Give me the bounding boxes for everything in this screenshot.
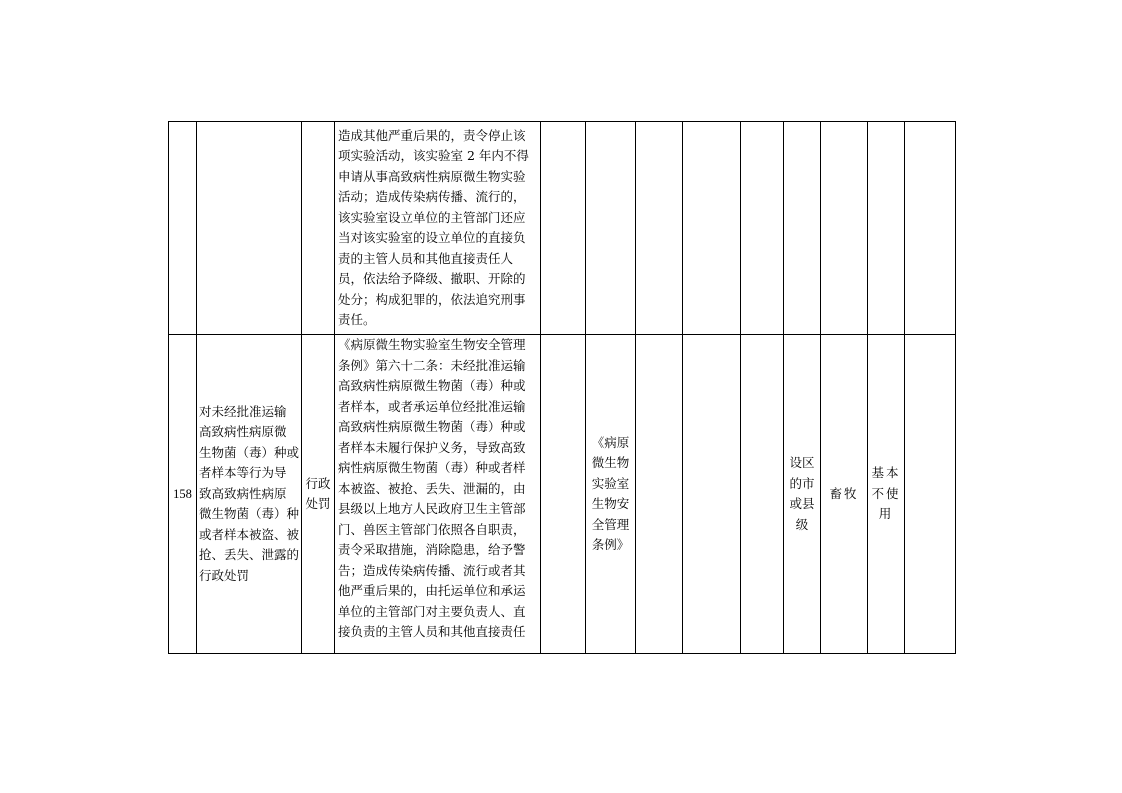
empty-cell [636, 122, 683, 335]
department-cell: 畜牧 [821, 335, 868, 654]
empty-cell [905, 122, 956, 335]
department-cell [821, 122, 868, 335]
authority-list-table [168, 121, 956, 654]
level-cell: 设区 的市 或县 级 [784, 335, 821, 654]
table-row [169, 122, 956, 335]
law-name-cell: 《病原 微生物 实验室 生物安 全管理 条例》 [586, 335, 636, 654]
legal-basis-cell: 《病原微生物实验室生物安全管理 条例》第六十二条：未经批准运输 高致病性病原微生物菌（毒）种或 者样本，或者承运单位经批准运输 高致病性病原微生物菌（毒）种或 者样本未履行保护义务，导致高致 病性病原微生物菌（毒）种或者样 本被盗、被抢、丢失、泄漏的，由 县级以上地方人民政府卫生主管部 门、兽医主管部门依照各自职责， 责令采取措施，消除隐患，给予警 告；造成传染病传播、流行或者其 他严重后果的，由托运单位和承运 单位的主管部门对主要负责人、直 接负责的主管人员和其他直接责任 [335, 335, 541, 654]
level-cell [784, 122, 821, 335]
empty-cell [741, 335, 784, 654]
empty-cell [683, 335, 741, 654]
category-cell [302, 122, 335, 335]
empty-cell [683, 122, 741, 335]
matter-name-cell: 对未经批准运输 高致病性病原微 生物菌（毒）种或 者样本等行为导 致高致病性病原 微生物菌（毒）种 或者样本被盗、被 抢、丢失、泄露的 行政处罚 [197, 335, 302, 654]
note-cell [868, 122, 905, 335]
table-row [169, 335, 956, 654]
note-cell: 基本 不使 用 [868, 335, 905, 654]
item-number-cell [169, 122, 197, 335]
empty-cell [541, 122, 586, 335]
empty-cell [541, 335, 586, 654]
category-cell: 行政 处罚 [302, 335, 335, 654]
empty-cell [741, 122, 784, 335]
matter-name-cell [197, 122, 302, 335]
law-name-cell [586, 122, 636, 335]
item-number-cell: 158 [169, 335, 197, 654]
empty-cell [905, 335, 956, 654]
empty-cell [636, 335, 683, 654]
legal-basis-cell: 造成其他严重后果的，责令停止该 项实验活动，该实验室 2 年内不得 申请从事高致病性病原微生物实验 活动；造成传染病传播、流行的， 该实验室设立单位的主管部门还应 当对该实验室的设立单位的直接负 责的主管人员和其他直接责任人 员，依法给予降级、撤职、开除的 处分；构成犯罪的，依法追究刑事 责任。 [335, 122, 541, 335]
